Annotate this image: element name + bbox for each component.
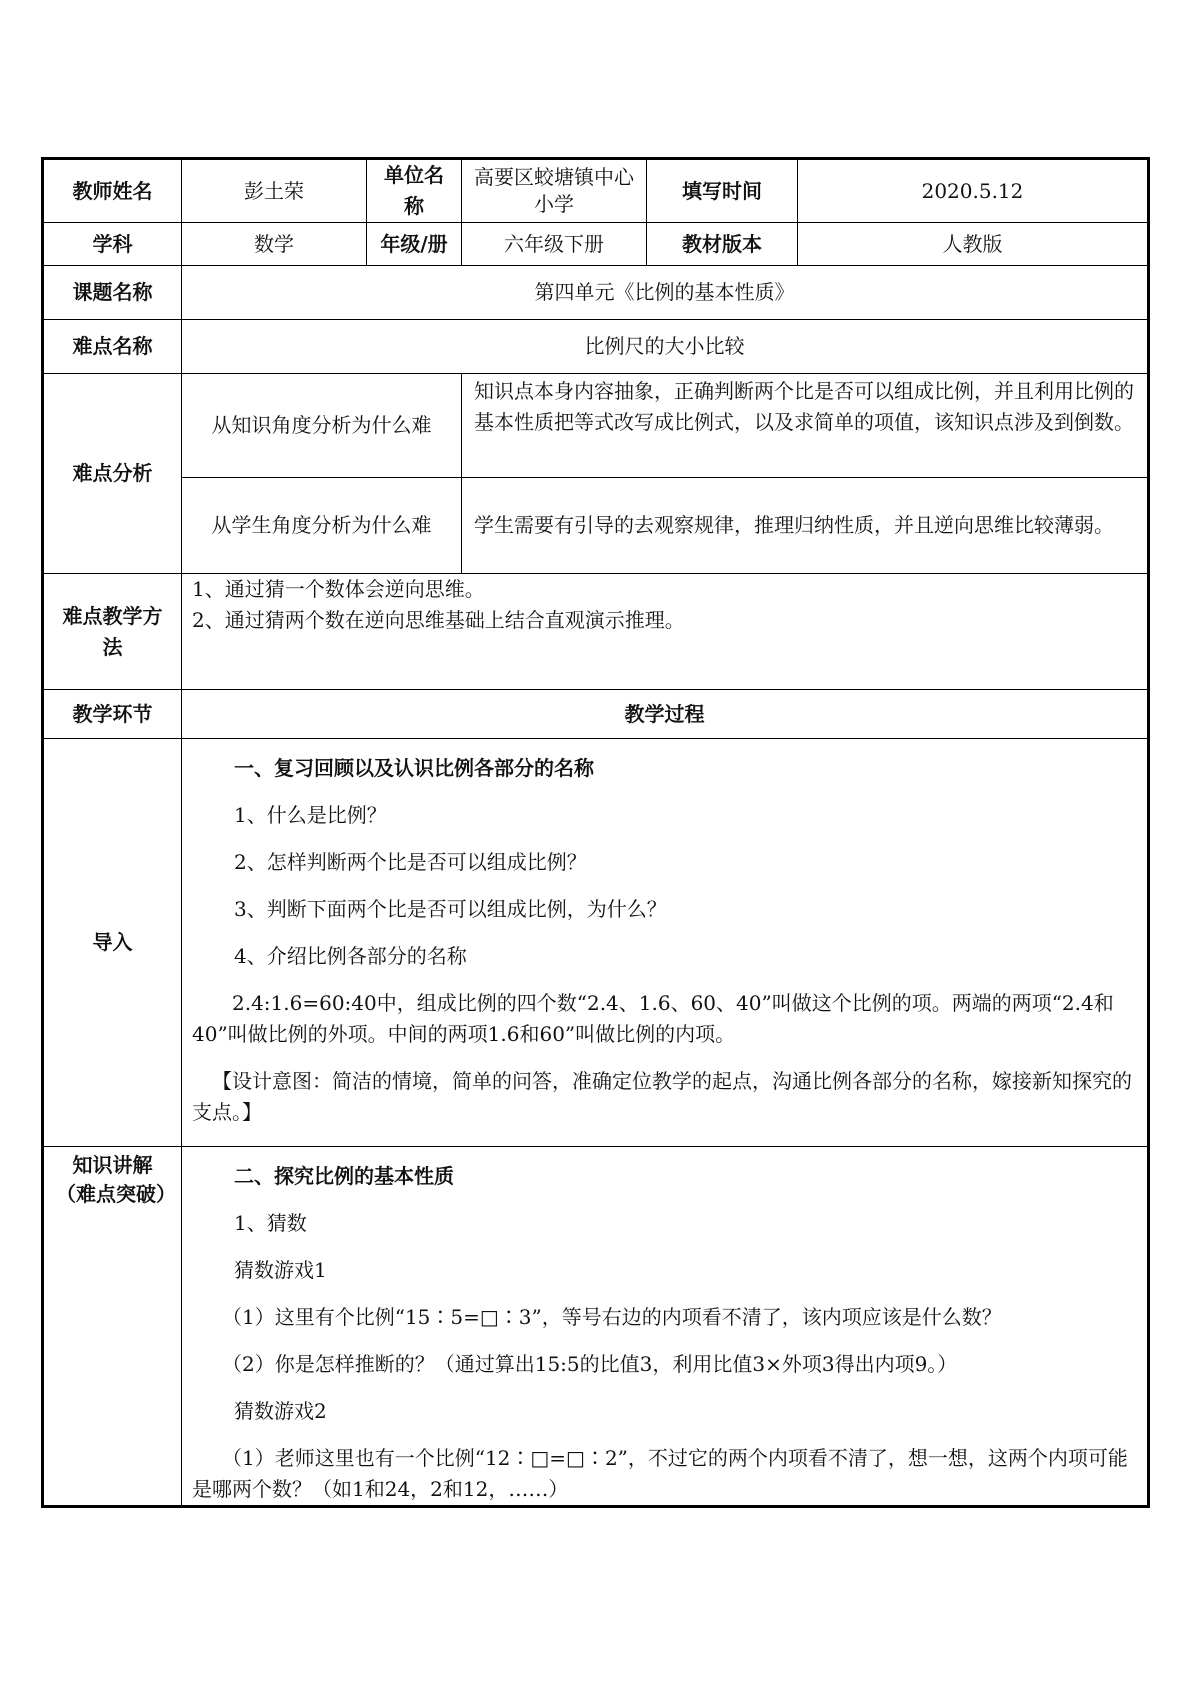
unit-label: 单位名称 [367,159,462,223]
explain-heading: 二、探究比例的基本性质 [234,1164,454,1188]
difficulty-value: 比例尺的大小比较 [182,320,1149,374]
student-angle-text: 学生需要有引导的去观察规律，推理归纳性质，并且逆向思维比较薄弱。 [462,478,1149,574]
process-header: 教学过程 [182,690,1149,739]
intro-design-note: 【设计意图：简洁的情境，简单的问答，准确定位教学的起点，沟通比例各部分的名称，嫁接新知探究的支点。】 [192,1069,1132,1124]
intro-label: 导入 [43,739,182,1147]
method-row [43,574,1149,690]
time-label: 填写时间 [647,159,798,223]
stage-header: 教学环节 [43,690,182,739]
knowledge-angle-label: 从知识角度分析为什么难 [182,374,462,478]
guess-number-title: 1、猜数 [234,1211,307,1235]
teacher-value: 彭土荣 [182,159,367,223]
difficulty-label: 难点名称 [43,320,182,374]
topic-value: 第四单元《比例的基本性质》 [182,266,1149,320]
explain-label-line-1: 知识讲解 [72,1153,153,1177]
teacher-label: 教师姓名 [43,159,182,223]
time-value: 2020.5.12 [798,159,1149,223]
intro-q4: 4、介绍比例各部分的名称 [234,944,467,968]
process-header-row [43,690,1149,739]
game-2-question-1: （1）老师这里也有一个比例“12∶□=□∶2”，不过它的两个内项看不清了，想一想，这两个内项可能是哪两个数？（如1和24，2和12，……） [192,1446,1128,1501]
explain-row [43,1147,1149,1507]
method-line-1: 1、通过猜一个数体会逆向思维。 [192,577,485,601]
analysis-label: 难点分析 [43,374,182,574]
explain-label [43,1147,182,1507]
game-1-title: 猜数游戏1 [234,1258,327,1282]
method-line-2: 2、通过猜两个数在逆向思维基础上结合直观演示推理。 [192,608,685,632]
explain-content [182,1147,1149,1507]
subject-value: 数学 [182,223,367,266]
intro-q1: 1、什么是比例？ [234,803,387,827]
unit-value: 高要区蛟塘镇中心小学 [462,159,647,223]
topic-label: 课题名称 [43,266,182,320]
explain-label-line-2: （难点突破） [56,1182,176,1206]
method-content [182,574,1149,690]
edition-label: 教材版本 [647,223,798,266]
game-1-question-1: （1）这里有个比例“15∶5=□∶3”，等号右边的内项看不清了，该内项应该是什么数？ [222,1305,1002,1329]
game-1-question-2: （2）你是怎样推断的？（通过算出15:5的比值3，利用比值3×外项3得出内项9。） [222,1352,958,1376]
info-row-1 [43,159,1149,223]
difficulty-row [43,320,1149,374]
knowledge-angle-text: 知识点本身内容抽象，正确判断两个比是否可以组成比例，并且利用比例的基本性质把等式改写成比例式，以及求简单的项值，该知识点涉及到倒数。 [462,374,1149,478]
intro-explain: 2.4:1.6=60:40中，组成比例的四个数“2.4、1.6、60、40”叫做这个比例的项。两端的两项“2.4和40”叫做比例的外项。中间的两项1.6和60”叫做比例的内项。 [192,991,1114,1046]
intro-row [43,739,1149,1147]
intro-q2: 2、怎样判断两个比是否可以组成比例？ [234,850,587,874]
intro-q3: 3、判断下面两个比是否可以组成比例，为什么？ [234,897,667,921]
grade-label: 年级/册 [367,223,462,266]
topic-row [43,266,1149,320]
analysis-row-knowledge [43,374,1149,478]
student-angle-label: 从学生角度分析为什么难 [182,478,462,574]
edition-value: 人教版 [798,223,1149,266]
subject-label: 学科 [43,223,182,266]
intro-content [182,739,1149,1147]
grade-value: 六年级下册 [462,223,647,266]
lesson-plan-table [41,157,1150,1508]
analysis-row-student [43,478,1149,574]
info-row-2 [43,223,1149,266]
method-label: 难点教学方法 [43,574,182,690]
game-2-title: 猜数游戏2 [234,1399,327,1423]
intro-heading: 一、复习回顾以及认识比例各部分的名称 [234,756,594,780]
